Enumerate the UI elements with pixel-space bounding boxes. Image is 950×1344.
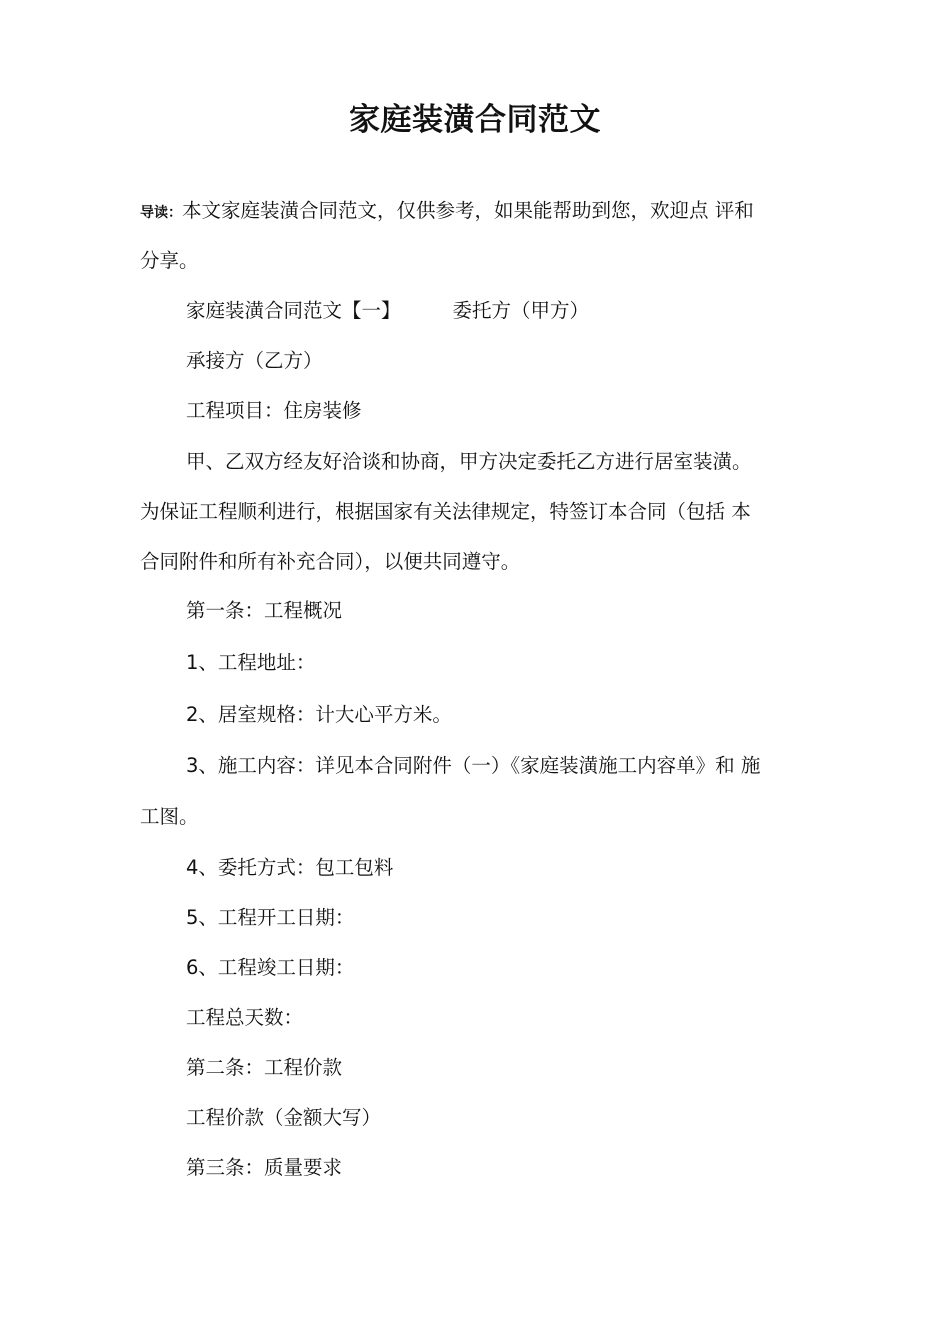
intro-label: 导读： [140, 205, 182, 221]
section-one-heading-line [186, 286, 830, 336]
intro-line-2: 分享。 [140, 249, 199, 272]
article-1-total-days: 工程总天数： [186, 1006, 304, 1029]
section-one-heading: 家庭装潢合同范文【一】 [186, 299, 401, 322]
intro-text: 本文家庭装潢合同范文，仅供参考，如果能帮助到您，欢迎点 评和 [182, 199, 754, 222]
article-1-item-3-line-1: 3、施工内容：详见本合同附件（一）《家庭装潢施工内容单》和 施 [186, 754, 761, 777]
article-1-item-2: 2、居室规格：计大心平方米。 [186, 703, 452, 726]
preamble-line-1: 甲、乙双方经友好洽谈和协商，甲方决定委托乙方进行居室装潢。 [186, 450, 752, 473]
document-title: 家庭装潢合同范文 [349, 102, 601, 138]
article-1-item-5: 5、工程开工日期： [186, 906, 355, 929]
intro-line-1 [140, 186, 830, 238]
article-1-item-4: 4、委托方式：包工包料 [186, 856, 394, 879]
project-item: 工程项目：住房装修 [186, 399, 362, 422]
article-1-item-6: 6、工程竣工日期： [186, 956, 355, 979]
article-1-heading: 第一条：工程概况 [186, 599, 343, 622]
article-1-item-1: 1、工程地址： [186, 651, 316, 674]
preamble-line-2: 为保证工程顺利进行，根据国家有关法律规定，特签订本合同（包括 本 [140, 500, 751, 523]
article-2-heading: 第二条：工程价款 [186, 1056, 343, 1079]
article-3-heading: 第三条：质量要求 [186, 1156, 343, 1179]
article-2-price: 工程价款（金额大写） [186, 1106, 382, 1129]
preamble-line-3: 合同附件和所有补充合同），以便共同遵守。 [140, 550, 521, 573]
client-party: 委托方（甲方） [452, 299, 590, 322]
contractor-party: 承接方（乙方） [186, 349, 323, 372]
article-1-item-3-line-2: 工图。 [140, 805, 199, 828]
